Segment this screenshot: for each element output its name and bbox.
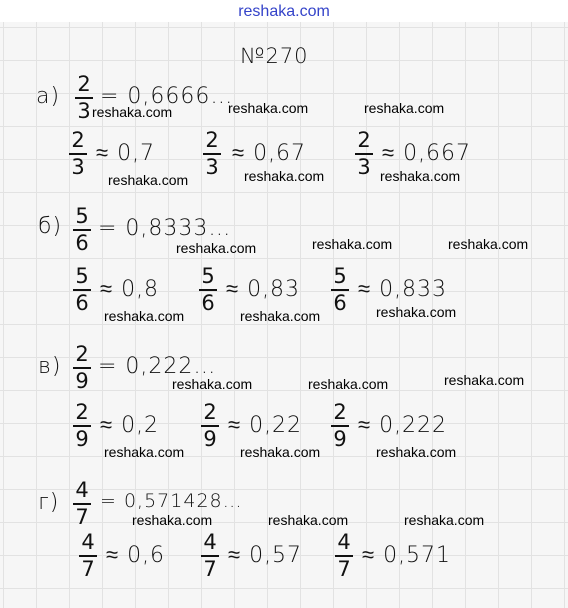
- denominator: 9: [75, 427, 89, 451]
- denominator: 3: [357, 155, 371, 179]
- part-b-approx-1-result: ≈ 0,8: [100, 277, 160, 302]
- numerator: 5: [333, 264, 347, 288]
- denominator: 7: [203, 557, 217, 581]
- part-a-approx-2-fraction: [202, 130, 222, 178]
- part-a-approx-1-fraction: [68, 130, 88, 178]
- watermark: reshaka.com: [404, 512, 485, 528]
- part-b-approx-3-fraction: [330, 266, 350, 314]
- watermark: reshaka.com: [376, 304, 457, 320]
- watermark: reshaka.com: [244, 168, 325, 184]
- part-g-label: г): [38, 490, 60, 515]
- watermark: reshaka.com: [104, 444, 185, 460]
- part-g-approx-1-result: ≈ 0,6: [106, 543, 166, 568]
- numerator: 4: [337, 530, 351, 554]
- part-v-approx-1-result: ≈ 0,2: [100, 413, 160, 438]
- part-a-approx-2-result: ≈ 0,67: [232, 141, 307, 166]
- part-a-main-result: = 0,6666…: [100, 84, 234, 109]
- numerator: 4: [75, 478, 89, 502]
- part-v-main-result: = 0,222…: [98, 354, 217, 379]
- numerator: 2: [75, 342, 89, 366]
- part-b-approx-1-fraction: [72, 266, 92, 314]
- numerator: 2: [75, 400, 89, 424]
- part-a-label: а): [36, 84, 61, 109]
- part-v-approx-3-result: ≈ 0,222: [358, 413, 448, 438]
- watermark: reshaka.com: [240, 444, 321, 460]
- problem-number: №270: [240, 44, 309, 68]
- numerator: 2: [333, 400, 347, 424]
- part-a-approx-3-result: ≈ 0,667: [382, 141, 472, 166]
- numerator: 2: [357, 128, 371, 152]
- numerator: 2: [205, 128, 219, 152]
- part-g-approx-2-fraction: [200, 532, 220, 580]
- watermark: reshaka.com: [108, 172, 189, 188]
- part-v-approx-2-fraction: [200, 402, 220, 450]
- part-a-main-fraction: [74, 74, 94, 122]
- part-b-main-result: = 0,8333…: [98, 216, 232, 241]
- numerator: 4: [81, 530, 95, 554]
- denominator: 3: [77, 99, 91, 123]
- part-v-approx-3-fraction: [330, 402, 350, 450]
- numerator: 5: [75, 264, 89, 288]
- part-b-approx-2-result: ≈ 0,83: [226, 277, 301, 302]
- part-g-approx-3-fraction: [334, 532, 354, 580]
- part-a-approx-3-fraction: [354, 130, 374, 178]
- part-g-approx-1-fraction: [78, 532, 98, 580]
- denominator: 9: [203, 427, 217, 451]
- denominator: 9: [75, 369, 89, 393]
- site-header-link[interactable]: reshaka.com: [238, 3, 330, 20]
- denominator: 6: [333, 291, 347, 315]
- part-b-label: б): [38, 214, 63, 239]
- watermark: reshaka.com: [448, 236, 529, 252]
- denominator: 6: [75, 231, 89, 255]
- part-v-approx-1-fraction: [72, 402, 92, 450]
- watermark: reshaka.com: [172, 376, 253, 392]
- watermark: reshaka.com: [376, 444, 457, 460]
- watermark: reshaka.com: [240, 308, 321, 324]
- denominator: 7: [337, 557, 351, 581]
- denominator: 7: [81, 557, 95, 581]
- watermark: reshaka.com: [104, 308, 185, 324]
- numerator: 2: [203, 400, 217, 424]
- part-v-main-fraction: [72, 344, 92, 392]
- numerator: 2: [77, 72, 91, 96]
- denominator: 6: [75, 291, 89, 315]
- denominator: 3: [205, 155, 219, 179]
- denominator: 3: [71, 155, 85, 179]
- watermark: reshaka.com: [364, 100, 445, 116]
- watermark: reshaka.com: [312, 236, 393, 252]
- graph-paper-sheet: [0, 22, 568, 608]
- part-g-main-result: = 0,571428…: [100, 490, 243, 512]
- watermark: reshaka.com: [444, 372, 525, 388]
- part-b-main-fraction: [72, 206, 92, 254]
- denominator: 6: [201, 291, 215, 315]
- numerator: 4: [203, 530, 217, 554]
- numerator: 5: [201, 264, 215, 288]
- part-v-approx-2-result: ≈ 0,22: [228, 413, 303, 438]
- watermark: reshaka.com: [308, 376, 389, 392]
- watermark: reshaka.com: [380, 168, 461, 184]
- watermark: reshaka.com: [228, 100, 309, 116]
- part-g-approx-2-result: ≈ 0,57: [228, 543, 303, 568]
- numerator: 5: [75, 204, 89, 228]
- watermark: reshaka.com: [92, 104, 173, 120]
- part-g-main-fraction: [72, 480, 92, 528]
- part-b-approx-2-fraction: [198, 266, 218, 314]
- watermark: reshaka.com: [132, 512, 213, 528]
- watermark: reshaka.com: [268, 512, 349, 528]
- watermark: reshaka.com: [176, 240, 257, 256]
- denominator: 9: [333, 427, 347, 451]
- numerator: 2: [71, 128, 85, 152]
- part-g-approx-3-result: ≈ 0,571: [362, 543, 452, 568]
- part-v-label: в): [38, 354, 62, 379]
- part-a-approx-1-result: ≈ 0,7: [96, 141, 156, 166]
- denominator: 7: [75, 505, 89, 529]
- part-b-approx-3-result: ≈ 0,833: [358, 277, 448, 302]
